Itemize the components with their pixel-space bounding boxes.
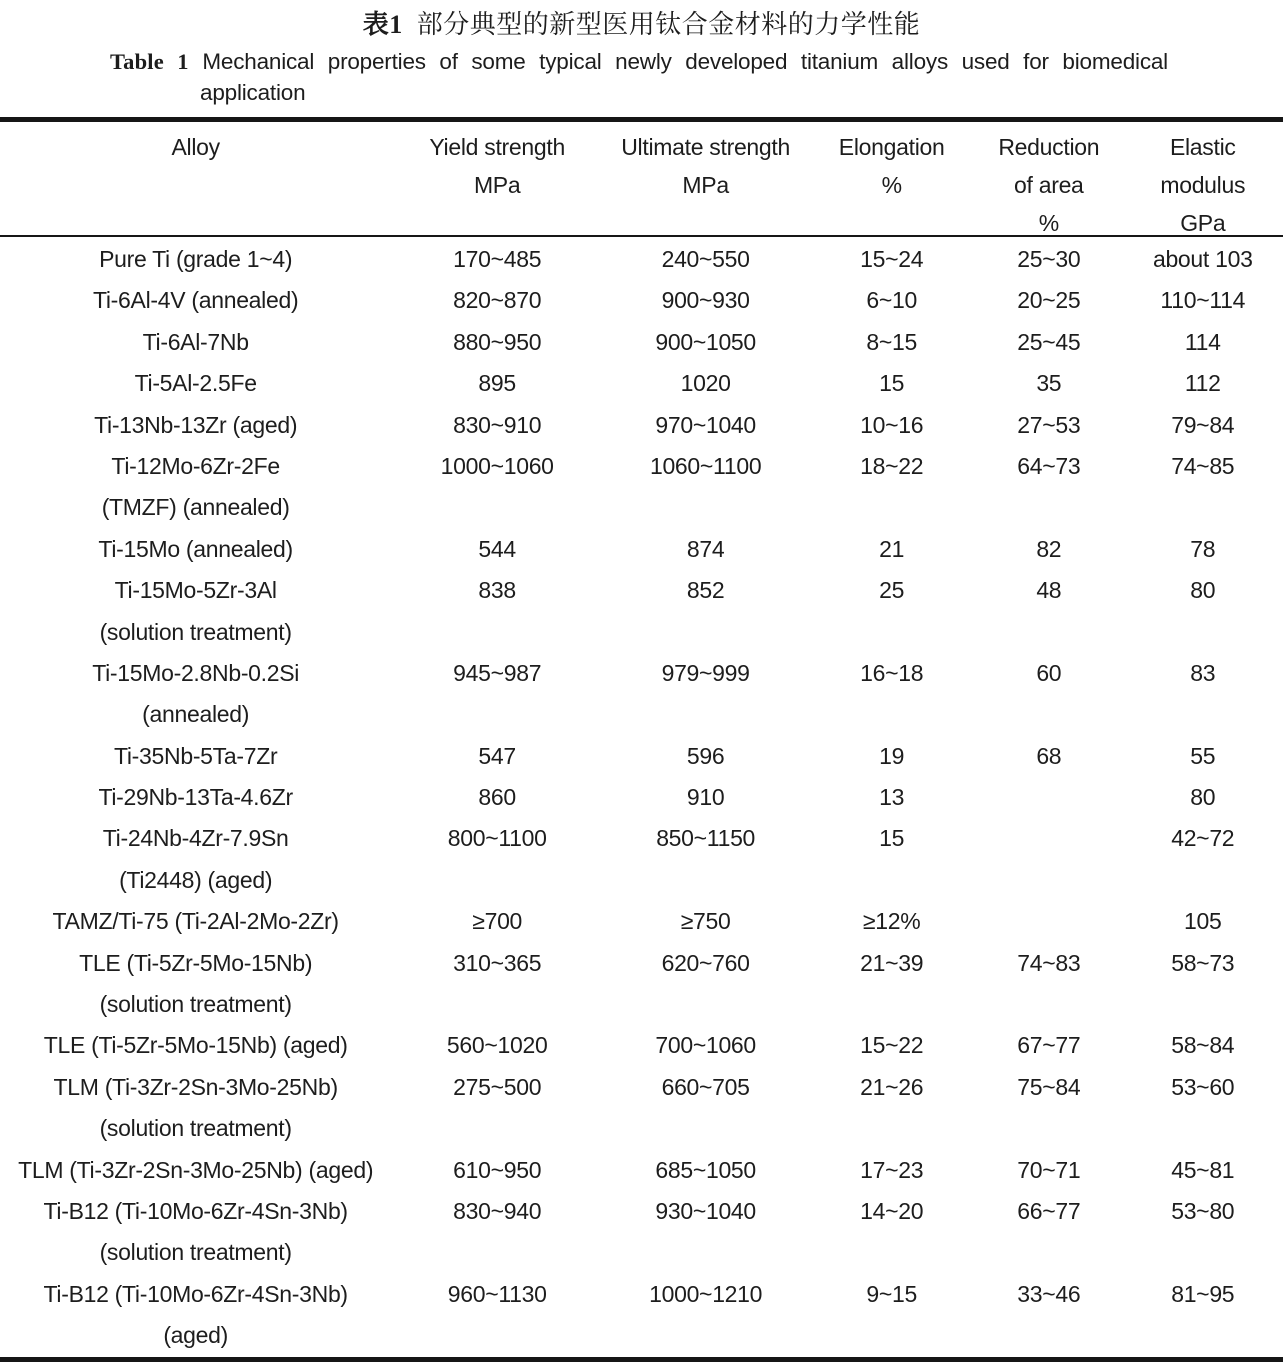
value-text: 800~1100 — [447, 825, 547, 852]
value-text: 112 — [1184, 370, 1221, 397]
alloy-cell — [0, 529, 391, 570]
value-text: 110~114 — [1160, 287, 1246, 314]
alloy-name-line: Ti-35Nb-5Ta-7Zr — [113, 742, 278, 769]
alloy-name-line: Ti-5Al-2.5Fe — [134, 370, 257, 397]
value-text: 14~20 — [860, 1197, 924, 1224]
value-cell — [975, 446, 1123, 487]
value-text: 838 — [478, 577, 516, 604]
value-text: 547 — [478, 742, 516, 769]
alloy-cell — [0, 446, 391, 529]
value-cell — [808, 280, 975, 321]
table-row — [0, 405, 1283, 446]
alloy-cell — [0, 280, 391, 321]
alloy-cell — [0, 901, 391, 942]
alloy-name-line: (aged) — [163, 1322, 228, 1349]
value-cell — [975, 1067, 1123, 1108]
alloy-cell — [0, 943, 391, 1026]
alloy-name-line: Ti-B12 (Ti-10Mo-6Zr-4Sn-3Nb) — [43, 1197, 348, 1224]
table-row — [0, 1025, 1283, 1066]
value-text: ≥12% — [862, 908, 921, 935]
value-text: 79~84 — [1171, 411, 1235, 438]
value-cell — [603, 653, 808, 694]
alloy-name-line: Pure Ti (grade 1~4) — [99, 246, 293, 272]
column-header — [0, 128, 391, 235]
value-cell — [603, 901, 808, 942]
value-cell — [975, 818, 1123, 859]
alloy-name-line: (TMZF) (annealed) — [101, 494, 290, 521]
table-caption-zh-label: 表1 — [362, 10, 403, 39]
value-cell — [603, 1150, 808, 1191]
value-text: 45~81 — [1171, 1156, 1235, 1183]
table-caption-chinese — [0, 8, 1283, 42]
alloy-name-line: TLM (Ti-3Zr-2Sn-3Mo-25Nb) (aged) — [18, 1156, 374, 1183]
value-cell — [603, 529, 808, 570]
column-header — [975, 128, 1123, 235]
alloy-name-line: TLM (Ti-3Zr-2Sn-3Mo-25Nb) — [53, 1073, 338, 1100]
table-row — [0, 1067, 1283, 1150]
table-caption-en-text: Mechanical properties of some typical newly developed titanium alloys used for biomedical — [202, 49, 1168, 74]
table-bottom-rule — [0, 1357, 1283, 1362]
value-cell — [603, 943, 808, 984]
column-header — [391, 128, 603, 235]
properties-table — [0, 117, 1283, 1362]
table-caption-english-continued: application — [200, 80, 306, 105]
value-cell — [1123, 405, 1283, 446]
table-row — [0, 653, 1283, 736]
value-text: 55 — [1190, 742, 1216, 769]
value-text: 620~760 — [661, 949, 750, 976]
value-text: 81~95 — [1171, 1280, 1235, 1307]
value-text: 910 — [686, 784, 725, 811]
value-text — [975, 818, 1123, 859]
value-cell — [1123, 736, 1283, 777]
alloy-name-line: (Ti2448) (aged) — [119, 866, 273, 893]
value-text: 900~930 — [661, 287, 750, 314]
column-header-line: GPa — [1180, 210, 1226, 236]
value-text: 15 — [879, 370, 905, 397]
value-text: 13 — [879, 784, 905, 811]
column-header-line: MPa — [473, 172, 521, 198]
value-cell — [603, 1274, 808, 1315]
value-text: 1060~1100 — [649, 452, 762, 479]
value-cell — [1123, 653, 1283, 694]
value-text: 19 — [879, 742, 905, 769]
value-text: 930~1040 — [655, 1197, 756, 1224]
value-cell — [391, 1191, 603, 1232]
value-cell — [808, 322, 975, 363]
value-text: 68 — [1036, 742, 1062, 769]
value-text: 105 — [1184, 908, 1222, 935]
value-cell — [603, 405, 808, 446]
value-cell — [391, 901, 603, 942]
alloy-name-line: TLE (Ti-5Zr-5Mo-15Nb) — [79, 949, 313, 976]
value-text: 660~705 — [661, 1073, 750, 1100]
value-cell — [808, 529, 975, 570]
table-row — [0, 239, 1283, 280]
value-text: 850~1150 — [656, 825, 756, 852]
value-cell — [1123, 943, 1283, 984]
value-cell — [603, 322, 808, 363]
alloy-name-line: Ti-24Nb-4Zr-7.9Sn — [102, 825, 289, 852]
value-text: 83 — [1190, 659, 1216, 686]
column-header — [808, 128, 975, 235]
value-text: 860 — [478, 784, 516, 811]
value-cell — [975, 943, 1123, 984]
value-cell — [1123, 280, 1283, 321]
value-cell — [391, 405, 603, 446]
value-cell — [603, 363, 808, 404]
value-text: 67~77 — [1017, 1032, 1081, 1059]
value-cell — [391, 1274, 603, 1315]
value-cell — [1123, 322, 1283, 363]
value-cell — [1123, 777, 1283, 818]
column-header-line: Elastic — [1169, 134, 1236, 160]
value-text: 544 — [478, 535, 516, 562]
value-text: 970~1040 — [655, 411, 756, 438]
value-text: 830~910 — [453, 411, 542, 438]
value-text: 16~18 — [860, 659, 924, 686]
value-cell — [1123, 570, 1283, 611]
value-text: 685~1050 — [655, 1156, 756, 1183]
alloy-cell — [0, 1191, 391, 1274]
value-cell — [1123, 1067, 1283, 1108]
value-cell — [808, 1191, 975, 1232]
value-text: 70~71 — [1017, 1156, 1081, 1183]
value-text: 21~39 — [860, 949, 924, 976]
value-text: 900~1050 — [655, 328, 756, 355]
column-header-line: % — [1038, 210, 1059, 236]
alloy-cell — [0, 405, 391, 446]
value-cell — [808, 405, 975, 446]
value-cell — [808, 446, 975, 487]
value-cell — [603, 446, 808, 487]
value-text: 66~77 — [1017, 1197, 1081, 1224]
value-text: 21 — [879, 535, 905, 562]
alloy-name-line: TLE (Ti-5Zr-5Mo-15Nb) (aged) — [43, 1032, 348, 1059]
value-text: 275~500 — [453, 1073, 542, 1100]
alloy-cell — [0, 570, 391, 653]
value-cell — [975, 529, 1123, 570]
value-cell — [603, 1191, 808, 1232]
value-text: 8~15 — [866, 328, 917, 355]
alloy-name-line: Ti-12Mo-6Zr-2Fe — [111, 452, 280, 479]
value-cell — [808, 777, 975, 818]
alloy-name-line: Ti-6Al-7Nb — [142, 328, 249, 355]
value-text: 874 — [686, 535, 725, 562]
table-row — [0, 736, 1283, 777]
alloy-name-line: TAMZ/Ti-75 (Ti-2Al-2Mo-2Zr) — [52, 908, 339, 935]
column-header-line: Elongation — [838, 134, 945, 160]
value-text: 979~999 — [661, 659, 750, 686]
value-text: 53~80 — [1171, 1197, 1235, 1224]
value-cell — [391, 818, 603, 859]
value-text: 33~46 — [1017, 1280, 1081, 1307]
alloy-name-line: (annealed) — [142, 701, 250, 728]
value-text: 852 — [686, 577, 725, 604]
value-text: 880~950 — [453, 328, 542, 355]
value-cell — [391, 570, 603, 611]
value-cell — [808, 1025, 975, 1066]
value-cell — [391, 736, 603, 777]
table-row — [0, 570, 1283, 653]
value-cell — [808, 570, 975, 611]
column-header-line: Ultimate strength — [621, 134, 790, 160]
value-text: 58~73 — [1171, 949, 1235, 976]
alloy-cell — [0, 1067, 391, 1150]
value-text: 960~1130 — [447, 1280, 547, 1307]
alloy-cell — [0, 363, 391, 404]
value-cell — [975, 363, 1123, 404]
value-cell — [808, 363, 975, 404]
column-header-line: Alloy — [171, 134, 220, 160]
value-cell — [808, 653, 975, 694]
value-cell — [1123, 529, 1283, 570]
table-row — [0, 901, 1283, 942]
value-cell — [391, 1025, 603, 1066]
value-text: 25~45 — [1017, 328, 1081, 355]
value-cell — [391, 777, 603, 818]
value-text: 25 — [879, 577, 905, 604]
value-text — [975, 901, 1123, 942]
alloy-cell — [0, 1025, 391, 1066]
value-cell — [1123, 1150, 1283, 1191]
value-text: 27~53 — [1017, 411, 1081, 438]
value-text: 9~15 — [866, 1280, 917, 1307]
value-cell — [1123, 901, 1283, 942]
column-header-line: modulus — [1160, 172, 1246, 198]
value-text: ≥700 — [472, 908, 523, 935]
value-text: 74~85 — [1171, 452, 1235, 479]
value-cell — [603, 1025, 808, 1066]
value-text: 596 — [686, 742, 725, 769]
alloy-name-line: (solution treatment) — [99, 1115, 292, 1142]
value-cell — [808, 239, 975, 280]
value-cell — [1123, 818, 1283, 859]
table-row — [0, 322, 1283, 363]
value-text: 945~987 — [453, 659, 542, 686]
value-text: 58~84 — [1171, 1032, 1235, 1059]
table-caption-zh-title: 部分典型的新型医用钛合金材料的力学性能 — [416, 10, 921, 39]
value-text: 15~22 — [860, 1032, 924, 1059]
value-cell — [391, 280, 603, 321]
column-header-line: Reduction — [998, 134, 1100, 160]
value-cell — [391, 943, 603, 984]
alloy-name-line: Ti-13Nb-13Zr (aged) — [94, 411, 298, 438]
value-cell — [808, 818, 975, 859]
value-text: 6~10 — [866, 287, 917, 314]
alloy-name-line: Ti-6Al-4V (annealed) — [92, 287, 299, 314]
alloy-name-line: (solution treatment) — [99, 1239, 292, 1266]
value-cell — [391, 239, 603, 280]
value-text: 48 — [1036, 577, 1062, 604]
value-text: 60 — [1036, 659, 1062, 686]
value-cell — [975, 1150, 1123, 1191]
table-row — [0, 1150, 1283, 1191]
alloy-cell — [0, 736, 391, 777]
value-cell — [391, 363, 603, 404]
alloy-name-line: Ti-15Mo (annealed) — [98, 535, 293, 562]
table-row — [0, 529, 1283, 570]
value-cell — [975, 405, 1123, 446]
value-cell — [975, 239, 1123, 280]
value-cell — [975, 570, 1123, 611]
value-cell — [975, 1191, 1123, 1232]
alloy-cell — [0, 777, 391, 818]
alloy-cell — [0, 1274, 391, 1357]
value-cell — [603, 280, 808, 321]
table-caption-en-label: Table 1 — [110, 49, 189, 74]
value-text: 75~84 — [1017, 1073, 1081, 1100]
table-row — [0, 1191, 1283, 1274]
value-cell — [975, 322, 1123, 363]
column-header — [1123, 128, 1283, 235]
value-text: 35 — [1036, 370, 1062, 397]
value-text: 1000~1210 — [649, 1280, 763, 1307]
value-cell — [808, 736, 975, 777]
value-text: 74~83 — [1017, 949, 1081, 976]
alloy-cell — [0, 239, 391, 280]
value-text: 20~25 — [1017, 287, 1081, 314]
value-cell — [603, 736, 808, 777]
value-cell — [391, 653, 603, 694]
value-text: 21~26 — [860, 1073, 924, 1100]
table-caption-english — [110, 46, 1168, 77]
table-row — [0, 777, 1283, 818]
table-row — [0, 1274, 1283, 1357]
value-text: 80 — [1190, 784, 1216, 811]
value-cell — [1123, 1191, 1283, 1232]
value-text: 15~24 — [860, 246, 924, 272]
value-text: 15 — [879, 825, 905, 852]
value-cell — [1123, 363, 1283, 404]
value-cell — [975, 280, 1123, 321]
value-cell — [391, 1150, 603, 1191]
value-text: 10~16 — [860, 411, 924, 438]
value-text: 17~23 — [860, 1156, 924, 1183]
table-row — [0, 280, 1283, 321]
value-text: 80 — [1190, 577, 1216, 604]
value-text: 1000~1060 — [440, 452, 554, 479]
value-cell — [808, 1150, 975, 1191]
value-text: 82 — [1036, 535, 1062, 562]
value-text: 78 — [1190, 535, 1216, 562]
value-cell — [975, 1025, 1123, 1066]
value-cell — [1123, 446, 1283, 487]
value-text: 700~1060 — [655, 1032, 756, 1059]
value-cell — [975, 777, 1123, 818]
value-text: 42~72 — [1171, 825, 1235, 852]
value-text: 114 — [1184, 328, 1221, 355]
column-header-line: Yield strength — [429, 134, 565, 160]
value-text: 610~950 — [453, 1156, 542, 1183]
value-text: 18~22 — [860, 452, 924, 479]
value-cell — [1123, 1274, 1283, 1315]
value-text: 895 — [478, 370, 516, 397]
column-header-line: of area — [1014, 172, 1084, 198]
alloy-name-line: Ti-15Mo-5Zr-3Al — [114, 577, 277, 604]
value-text: 560~1020 — [446, 1032, 548, 1059]
value-text: 1020 — [680, 370, 731, 397]
alloy-name-line: (solution treatment) — [99, 991, 292, 1018]
value-cell — [808, 901, 975, 942]
value-text — [975, 777, 1123, 818]
value-text: 310~365 — [453, 949, 542, 976]
alloy-cell — [0, 818, 391, 901]
value-cell — [975, 901, 1123, 942]
value-cell — [391, 446, 603, 487]
value-cell — [603, 818, 808, 859]
column-header — [603, 128, 808, 235]
value-cell — [808, 1274, 975, 1315]
alloy-cell — [0, 322, 391, 363]
value-cell — [391, 322, 603, 363]
table-row — [0, 943, 1283, 1026]
value-cell — [391, 1067, 603, 1108]
table-header-row — [0, 122, 1283, 235]
value-cell — [603, 1067, 808, 1108]
value-text: 64~73 — [1017, 452, 1081, 479]
value-text: ≥750 — [680, 908, 731, 935]
alloy-name-line: (solution treatment) — [99, 618, 292, 645]
table-body — [0, 237, 1283, 1357]
value-cell — [603, 570, 808, 611]
value-cell — [603, 777, 808, 818]
value-text: 240~550 — [661, 246, 750, 272]
alloy-cell — [0, 1150, 391, 1191]
alloy-cell — [0, 653, 391, 736]
column-header-line: % — [881, 172, 902, 198]
value-text: 53~60 — [1171, 1073, 1235, 1100]
value-text: 830~940 — [453, 1197, 542, 1224]
value-cell — [391, 529, 603, 570]
alloy-name-line: Ti-15Mo-2.8Nb-0.2Si — [92, 659, 300, 686]
column-header-line: MPa — [682, 172, 729, 198]
value-cell — [975, 736, 1123, 777]
value-cell — [808, 943, 975, 984]
alloy-name-line: Ti-B12 (Ti-10Mo-6Zr-4Sn-3Nb) — [43, 1280, 348, 1307]
value-text: about 103 — [1152, 246, 1253, 272]
table-row — [0, 446, 1283, 529]
value-cell — [975, 653, 1123, 694]
value-cell — [808, 1067, 975, 1108]
value-cell — [603, 239, 808, 280]
table-row — [0, 363, 1283, 404]
value-cell — [975, 1274, 1123, 1315]
alloy-name-line: Ti-29Nb-13Ta-4.6Zr — [98, 784, 293, 811]
table-row — [0, 818, 1283, 901]
value-cell — [1123, 239, 1283, 280]
value-text: 25~30 — [1017, 246, 1081, 272]
value-text: 170~485 — [453, 246, 542, 272]
value-text: 820~870 — [453, 287, 542, 314]
value-cell — [1123, 1025, 1283, 1066]
